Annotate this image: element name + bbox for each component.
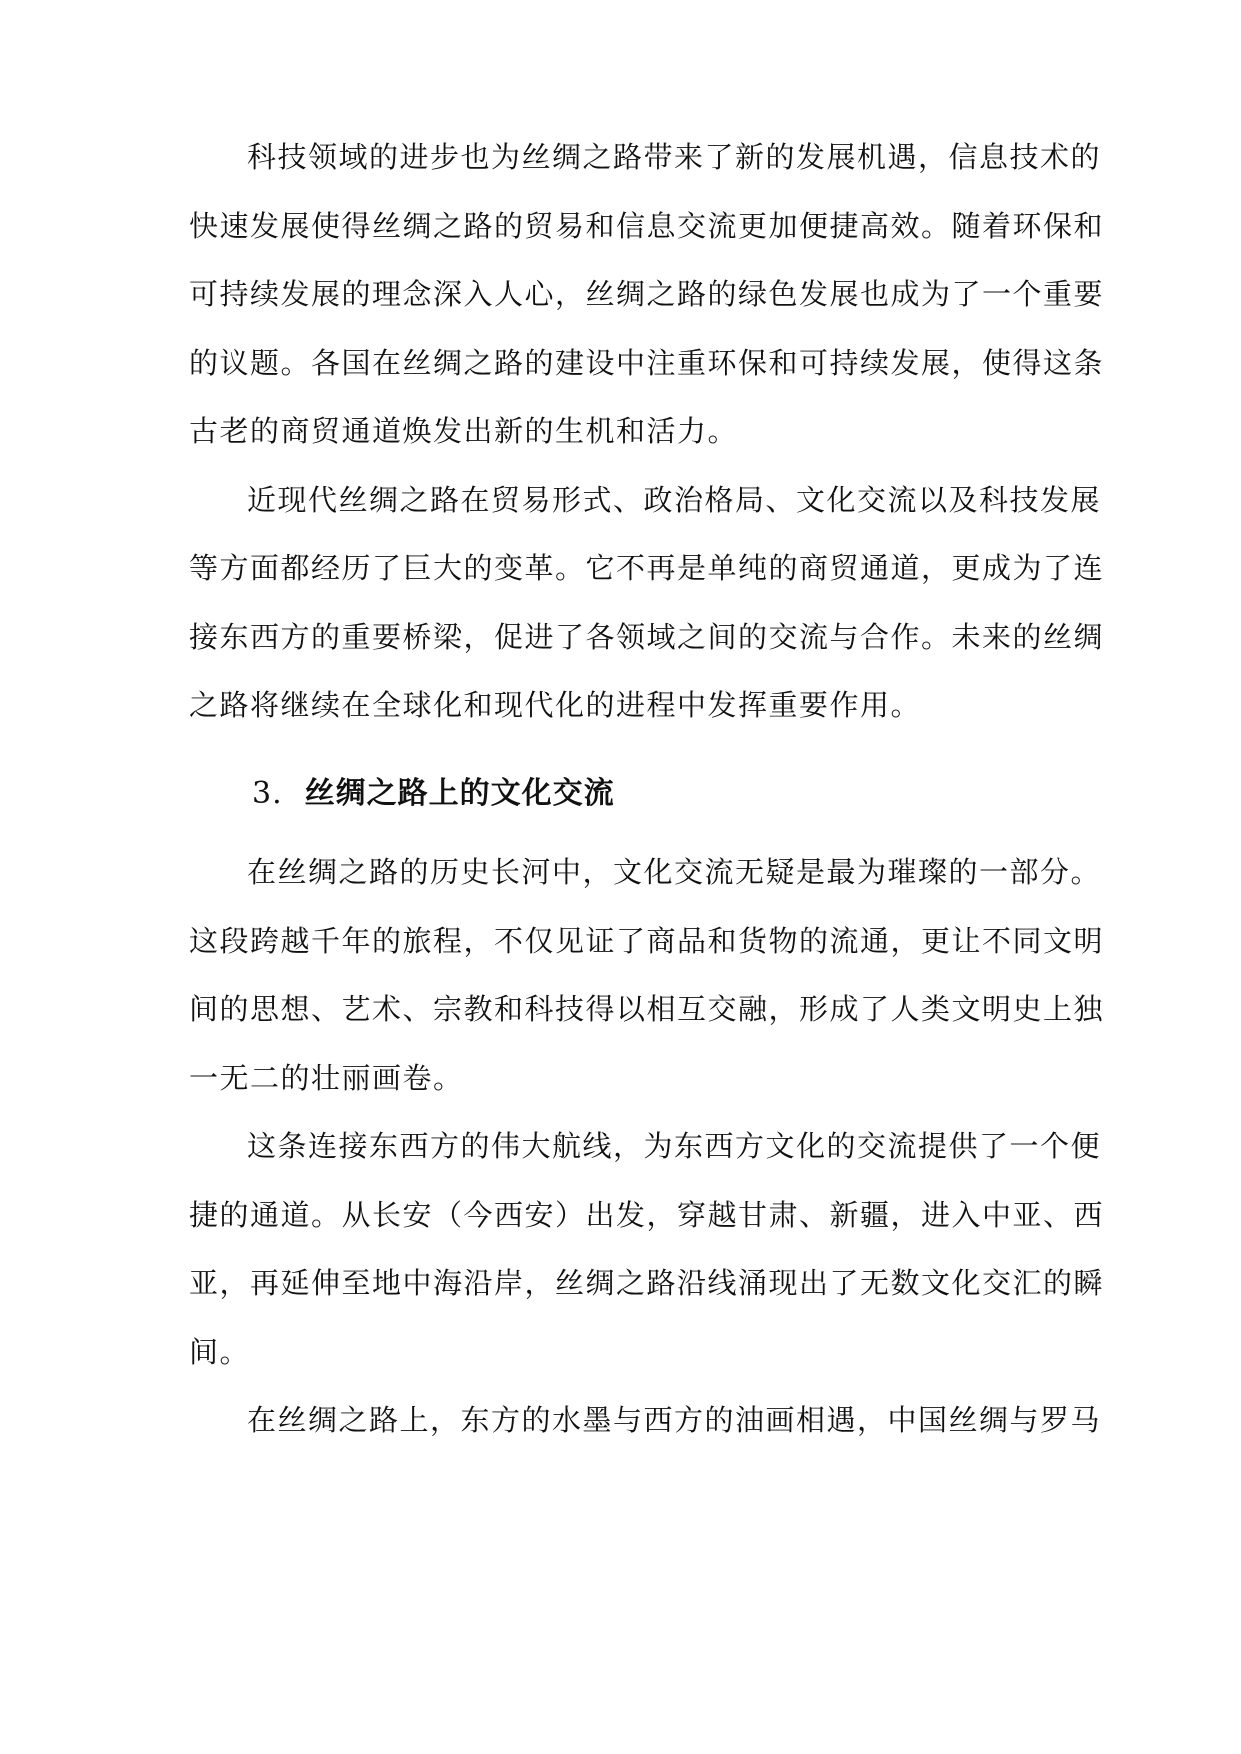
section-paragraph-1-line-2: 这段跨越千年的旅程，不仅见证了商品和货物的流通，更让不同文明	[189, 924, 1105, 958]
paragraph-1-line-1: 科技领域的进步也为丝绸之路带来了新的发展机遇，信息技术的	[247, 140, 1102, 174]
section-heading	[252, 773, 1052, 815]
section-paragraph-2-line-1: 这条连接东西方的伟大航线，为东西方文化的交流提供了一个便	[247, 1129, 1102, 1163]
section-paragraph-1-line-1: 在丝绸之路的历史长河中，文化交流无疑是最为璀璨的一部分。	[247, 855, 1102, 889]
section-paragraph-1-line-3: 间的思想、艺术、宗教和科技得以相互交融，形成了人类文明史上独	[189, 992, 1105, 1026]
paragraph-1-line-5: 古老的商贸通道焕发出新的生机和活力。	[189, 414, 739, 448]
section-number: 3.	[252, 776, 283, 811]
paragraph-1-line-4: 的议题。各国在丝绸之路的建设中注重环保和可持续发展，使得这条	[189, 346, 1105, 380]
section-paragraph-3-line-1: 在丝绸之路上，东方的水墨与西方的油画相遇，中国丝绸与罗马	[247, 1403, 1102, 1437]
paragraph-2-line-2: 等方面都经历了巨大的变革。它不再是单纯的商贸通道，更成为了连	[189, 551, 1105, 585]
section-paragraph-2-line-2: 捷的通道。从长安（今西安）出发，穿越甘肃、新疆，进入中亚、西	[189, 1198, 1105, 1232]
paragraph-1-line-3: 可持续发展的理念深入人心，丝绸之路的绿色发展也成为了一个重要	[189, 277, 1105, 311]
section-paragraph-2-line-3: 亚，再延伸至地中海沿岸，丝绸之路沿线涌现出了无数文化交汇的瞬	[189, 1266, 1105, 1300]
paragraph-1-line-2: 快速发展使得丝绸之路的贸易和信息交流更加便捷高效。随着环保和	[189, 209, 1105, 243]
paragraph-2-line-4: 之路将继续在全球化和现代化的进程中发挥重要作用。	[189, 688, 922, 722]
section-title: 丝绸之路上的文化交流	[304, 776, 615, 811]
section-paragraph-2-line-4: 间。	[189, 1335, 251, 1369]
section-paragraph-1-line-4: 一无二的壮丽画卷。	[189, 1061, 464, 1095]
paragraph-2-line-3: 接东西方的重要桥梁，促进了各领域之间的交流与合作。未来的丝绸	[189, 620, 1105, 654]
paragraph-2-line-1: 近现代丝绸之路在贸易形式、政治格局、文化交流以及科技发展	[247, 483, 1102, 517]
